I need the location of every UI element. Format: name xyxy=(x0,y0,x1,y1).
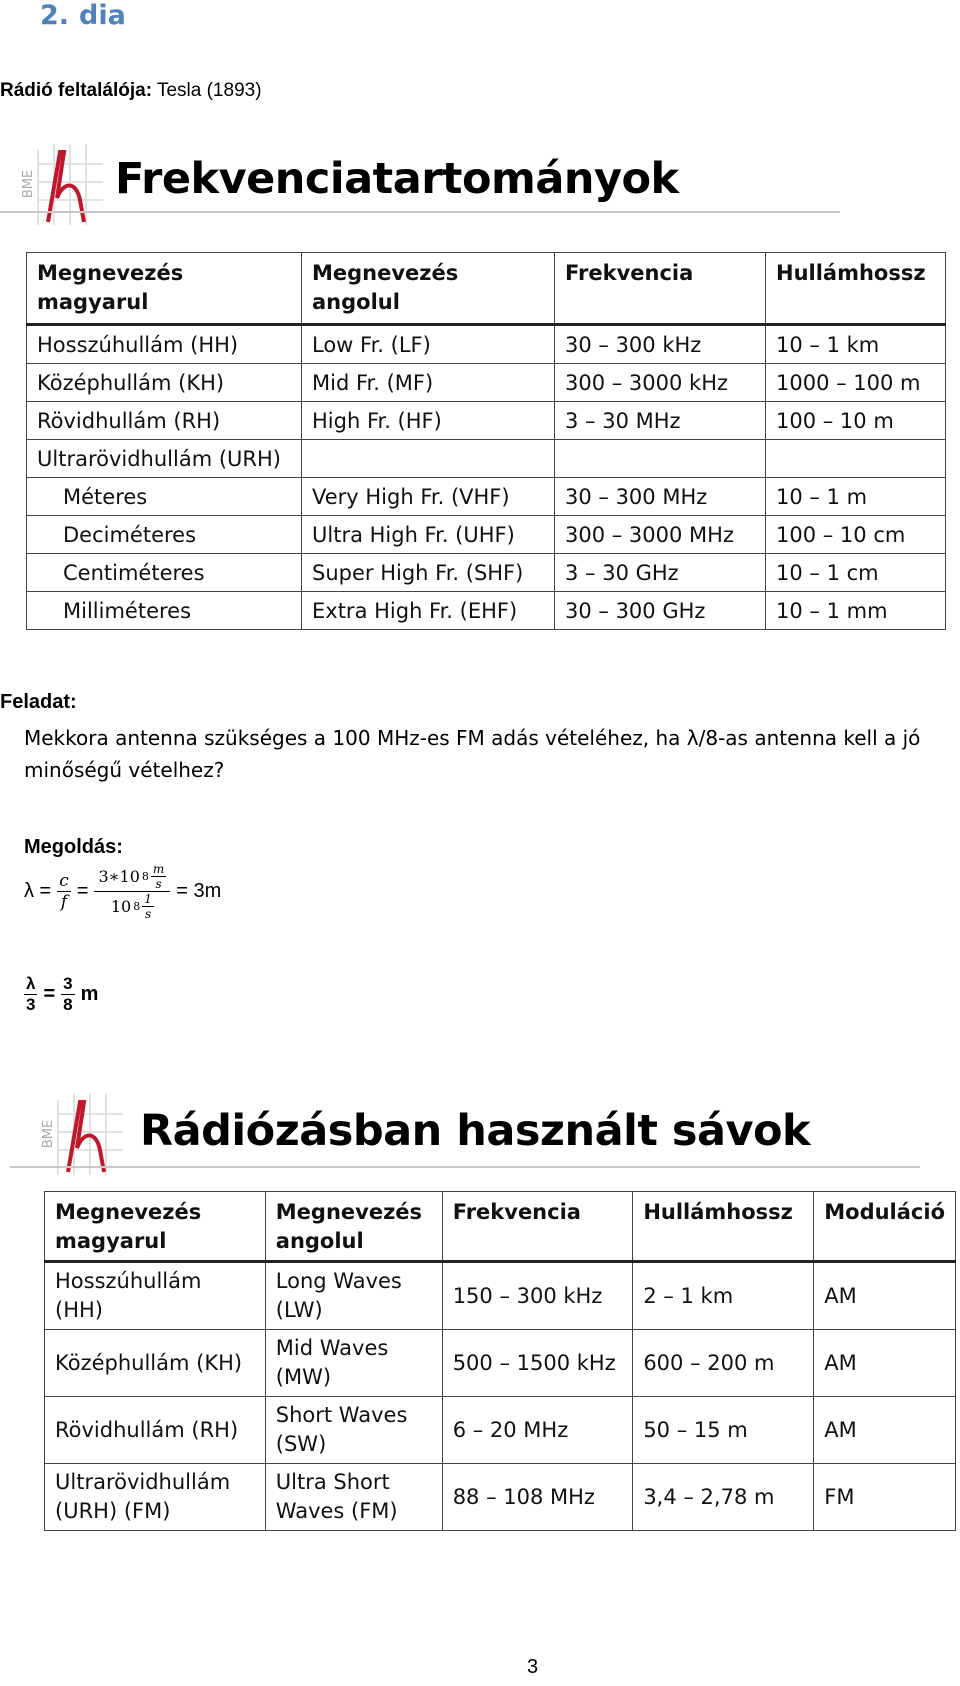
eq1-f2-num-unit-den: s xyxy=(155,877,162,891)
eq2-f2-den: 8 xyxy=(63,995,73,1014)
cell-english: Super High Fr. (SHF) xyxy=(302,554,555,592)
cell-modulation: AM xyxy=(814,1330,956,1397)
cell-hungarian: Hosszúhullám (HH) xyxy=(45,1262,266,1330)
cell-frequency xyxy=(555,440,766,478)
cell-english: Extra High Fr. (EHF) xyxy=(302,592,555,630)
cell-wavelength: 10 – 1 m xyxy=(766,478,946,516)
eq2-f1-num: λ xyxy=(26,974,36,993)
eq1-f1-den: f xyxy=(60,892,68,912)
cell-frequency: 500 – 1500 kHz xyxy=(442,1330,633,1397)
slide1-title: Frekvenciatartományok xyxy=(115,154,679,204)
section-number: 2. xyxy=(40,0,70,31)
inventor-value: Tesla (1893) xyxy=(156,80,262,101)
cell-wavelength: 10 – 1 km xyxy=(766,325,946,364)
table-row xyxy=(27,325,946,364)
table-header-row xyxy=(27,253,946,325)
bme-logo-text: BME xyxy=(21,169,36,199)
cell-wavelength: 2 – 1 km xyxy=(633,1262,814,1330)
slide1-divider xyxy=(0,211,840,213)
header-frequency: Frekvencia xyxy=(442,1192,633,1262)
table-row xyxy=(27,402,946,440)
cell-wavelength: 1000 – 100 m xyxy=(766,364,946,402)
cell-english: Low Fr. (LF) xyxy=(302,325,555,364)
cell-modulation: AM xyxy=(814,1397,956,1464)
fraction-3-over-8 xyxy=(61,974,74,1015)
bme-logo-text: BME xyxy=(41,1119,56,1149)
eq1-f2-denominator xyxy=(109,892,156,921)
eq1-f2-den-base: 10 xyxy=(110,897,132,916)
solution-label: Megoldás: xyxy=(24,836,123,858)
table-row xyxy=(27,516,946,554)
slide2-banner xyxy=(10,1090,920,1180)
cell-english: Mid Waves (MW) xyxy=(265,1330,442,1397)
cell-wavelength xyxy=(766,440,946,478)
table-row xyxy=(27,478,946,516)
eq1-f2-den-unit-num: 1 xyxy=(144,892,152,906)
cell-wavelength: 100 – 10 cm xyxy=(766,516,946,554)
eq2-unit: m xyxy=(80,983,99,1005)
cell-wavelength: 10 – 1 mm xyxy=(766,592,946,630)
table-header-row xyxy=(45,1192,956,1262)
cell-english: Very High Fr. (VHF) xyxy=(302,478,555,516)
cell-frequency: 30 – 300 kHz xyxy=(555,325,766,364)
table-row xyxy=(45,1330,956,1397)
header-wavelength: Hullámhossz xyxy=(766,253,946,325)
table-row xyxy=(45,1262,956,1330)
header-frequency: Frekvencia xyxy=(555,253,766,325)
header-wavelength: Hullámhossz xyxy=(633,1192,814,1262)
radio-bands-table xyxy=(44,1191,956,1531)
cell-frequency: 30 – 300 MHz xyxy=(555,478,766,516)
eq1-f1-num: c xyxy=(59,871,69,891)
eq1-f2-num-coef: 3∗10 xyxy=(98,867,140,886)
cell-hungarian: Milliméteres xyxy=(27,592,302,630)
cell-hungarian: Rövidhullám (RH) xyxy=(27,402,302,440)
cell-wavelength: 100 – 10 m xyxy=(766,402,946,440)
fraction-lambda-over-3 xyxy=(24,974,37,1015)
header-english: Megnevezés angolul xyxy=(265,1192,442,1262)
cell-frequency: 300 – 3000 MHz xyxy=(555,516,766,554)
cell-hungarian: Középhullám (KH) xyxy=(27,364,302,402)
cell-english: High Fr. (HF) xyxy=(302,402,555,440)
eq1-f2-den-unit-den: s xyxy=(144,907,152,921)
cell-english: Long Waves (LW) xyxy=(265,1262,442,1330)
eq1-result: = 3m xyxy=(176,880,222,902)
eq1-lhs: λ = xyxy=(24,880,52,902)
cell-hungarian: Méteres xyxy=(27,478,302,516)
eq2-equals: = xyxy=(43,983,56,1005)
cell-english: Mid Fr. (MF) xyxy=(302,364,555,402)
header-english: Megnevezés angolul xyxy=(302,253,555,325)
eq2-f2-num: 3 xyxy=(63,974,73,993)
section-title: dia xyxy=(79,0,126,31)
cell-frequency: 30 – 300 GHz xyxy=(555,592,766,630)
cell-english: Short Waves (SW) xyxy=(265,1397,442,1464)
cell-english xyxy=(302,440,555,478)
antenna-equation xyxy=(24,974,98,1015)
cell-wavelength: 50 – 15 m xyxy=(633,1397,814,1464)
cell-frequency: 150 – 300 kHz xyxy=(442,1262,633,1330)
table-row xyxy=(27,440,946,478)
cell-hungarian: Középhullám (KH) xyxy=(45,1330,266,1397)
task-label: Feladat: xyxy=(0,691,77,713)
cell-modulation: AM xyxy=(814,1262,956,1330)
cell-hungarian: Rövidhullám (RH) xyxy=(45,1397,266,1464)
eq2-f1-den: 3 xyxy=(26,995,36,1014)
cell-frequency: 88 – 108 MHz xyxy=(442,1464,633,1531)
cell-hungarian: Ultrarövidhullám (URH) (FM) xyxy=(45,1464,266,1531)
unit-m-per-s xyxy=(151,862,166,891)
cell-hungarian: Centiméteres xyxy=(27,554,302,592)
cell-frequency: 300 – 3000 kHz xyxy=(555,364,766,402)
eq1-f2-num-unit-num: m xyxy=(152,862,165,876)
cell-wavelength: 3,4 – 2,78 m xyxy=(633,1464,814,1531)
table-row xyxy=(45,1464,956,1531)
slide2-divider xyxy=(10,1166,920,1168)
frequency-ranges-table xyxy=(26,252,946,630)
wavelength-equation xyxy=(24,862,221,921)
cell-hungarian: Ultrarövidhullám (URH) xyxy=(27,440,302,478)
page-number: 3 xyxy=(527,1656,539,1678)
table-row xyxy=(27,364,946,402)
eq1-f2-den-exp: 8 xyxy=(133,900,141,913)
inventor-label: Rádió feltalálója: xyxy=(0,80,153,101)
eq1-f2-numerator xyxy=(94,862,170,892)
eq1-equals: = xyxy=(76,880,89,902)
unit-1-per-s xyxy=(142,892,154,921)
cell-hungarian: Deciméteres xyxy=(27,516,302,554)
cell-frequency: 3 – 30 MHz xyxy=(555,402,766,440)
cell-frequency: 6 – 20 MHz xyxy=(442,1397,633,1464)
cell-english: Ultra Short Waves (FM) xyxy=(265,1464,442,1531)
header-hungarian: Megnevezés magyarul xyxy=(45,1192,266,1262)
slide2-title: Rádiózásban használt sávok xyxy=(140,1106,811,1156)
cell-english: Ultra High Fr. (UHF) xyxy=(302,516,555,554)
table-row xyxy=(45,1397,956,1464)
cell-wavelength: 600 – 200 m xyxy=(633,1330,814,1397)
header-modulation: Moduláció xyxy=(814,1192,956,1262)
header-hungarian: Megnevezés magyarul xyxy=(27,253,302,325)
inventor-line xyxy=(0,80,262,102)
table-row xyxy=(27,554,946,592)
task-text: Mekkora antenna szükséges a 100 MHz-es FM adás vételéhez, ha λ/8-as antenna kell a jó minőségű vételhez? xyxy=(24,726,921,782)
section-heading xyxy=(40,0,126,31)
bme-logo-icon xyxy=(8,140,108,230)
fraction-numeric xyxy=(94,862,170,921)
cell-wavelength: 10 – 1 cm xyxy=(766,554,946,592)
cell-modulation: FM xyxy=(814,1464,956,1531)
table-row xyxy=(27,592,946,630)
cell-frequency: 3 – 30 GHz xyxy=(555,554,766,592)
fraction-c-over-f xyxy=(57,871,71,912)
eq1-f2-num-exp: 8 xyxy=(141,870,149,883)
cell-hungarian: Hosszúhullám (HH) xyxy=(27,325,302,364)
slide1-banner xyxy=(0,140,840,230)
